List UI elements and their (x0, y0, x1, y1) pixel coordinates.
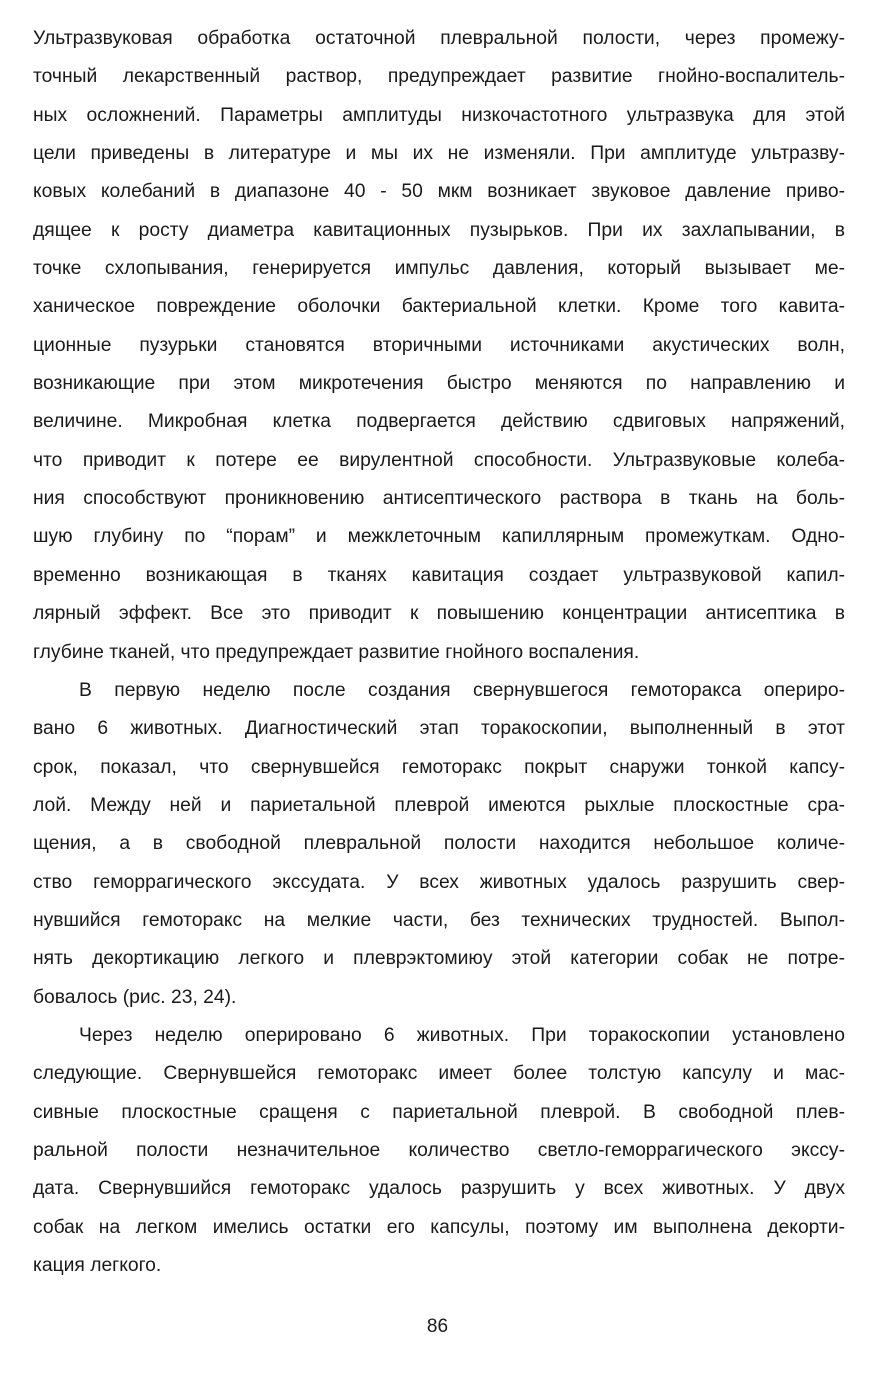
text-line: шую глубину по “порам” и межклеточным капиллярным промежуткам. Одно- (33, 526, 845, 548)
text-line: нять декортикацию легкого и плеврэктомиюу этой категории собак не потре- (33, 948, 845, 970)
text-line: собак на легком имелись остатки его капсулы, поэтому им выполнена декорти- (33, 1216, 845, 1238)
text-line: щения, а в свободной плевральной полости находится небольшое количе- (33, 833, 845, 855)
text-line: ханическое повреждение оболочки бактериальной клетки. Кроме того кавита- (33, 296, 845, 318)
text-line: ния способствуют проникновению антисептического раствора в ткань на боль- (33, 488, 845, 510)
text-line: лярный эффект. Все это приводит к повышению концентрации антисептика в (33, 603, 845, 625)
text-line: дящее к росту диаметра кавитационных пузырьков. При их захлапывании, в (33, 219, 845, 241)
text-line: временно возникающая в тканях кавитация создает ультразвуковой капил- (33, 564, 845, 586)
body-text (33, 20, 845, 1285)
page-number: 86 (426, 1316, 449, 1337)
text-line: Ультразвуковая обработка остаточной плевральной полости, через промежу- (33, 28, 845, 49)
text-line: нувшийся гемоторакс на мелкие части, без технических трудностей. Выпол- (33, 909, 845, 931)
text-line: ральной полости незначительное количество светло-геморрагического экссу- (33, 1139, 845, 1161)
text-line: дата. Свернувшийся гемоторакс удалось разрушить у всех животных. У двух (33, 1178, 845, 1200)
text-line: В первую неделю после создания свернувшегося гемоторакса опериро- (79, 679, 845, 701)
paragraph-second-week (33, 1017, 845, 1285)
text-line: ковых колебаний в диапазоне 40 - 50 мкм возникает звуковое давление приво- (33, 181, 845, 203)
text-line: Через неделю оперировано 6 животных. При торакоскопии установлено (79, 1024, 845, 1046)
text-line: вано 6 животных. Диагностический этап торакоскопии, выполненный в этот (33, 718, 845, 740)
text-line: сивные плоскостные сращеня с париетальной плеврой. В свободной плев- (33, 1101, 845, 1123)
text-line: глубине тканей, что предупреждает развитие гнойного воспаления. (33, 641, 640, 663)
text-line: бовалось (рис. 23, 24). (33, 986, 237, 1008)
text-line: что приводит к потере ее вирулентной способности. Ультразвуковые колеба- (33, 449, 845, 471)
paragraph-ultrasound-treatment (33, 20, 845, 672)
text-line: ных осложнений. Параметры амплитуды низкочастотного ультразвука для этой (33, 104, 845, 126)
text-line: срок, показал, что свернувшейся гемоторакс покрыт снаружи тонкой капсу- (33, 756, 845, 778)
text-line: точный лекарственный раствор, предупреждает развитие гнойно-воспалитель- (33, 66, 845, 88)
text-line: ционные пузурьки становятся вторичными источниками акустических волн, (33, 334, 845, 356)
text-line: лой. Между ней и париетальной плеврой имеются рыхлые плоскостные сра- (33, 794, 845, 816)
paragraph-first-week (33, 672, 845, 1017)
text-line: величине. Микробная клетка подвергается действию сдвиговых напряжений, (33, 411, 845, 433)
text-line: цели приведены в литературе и мы их не изменяли. При амплитуде ультразву- (33, 143, 845, 165)
text-line: ство геморрагического экссудата. У всех животных удалось разрушить свер- (33, 871, 845, 893)
text-line: кация легкого. (33, 1255, 162, 1276)
text-line: точке схлопывания, генерируется импульс давления, который вызывает ме- (33, 258, 845, 280)
text-line: следующие. Свернувшейся гемоторакс имеет более толстую капсулу и мас- (33, 1063, 845, 1085)
text-line: возникающие при этом микротечения быстро меняются по направлению и (33, 373, 845, 395)
